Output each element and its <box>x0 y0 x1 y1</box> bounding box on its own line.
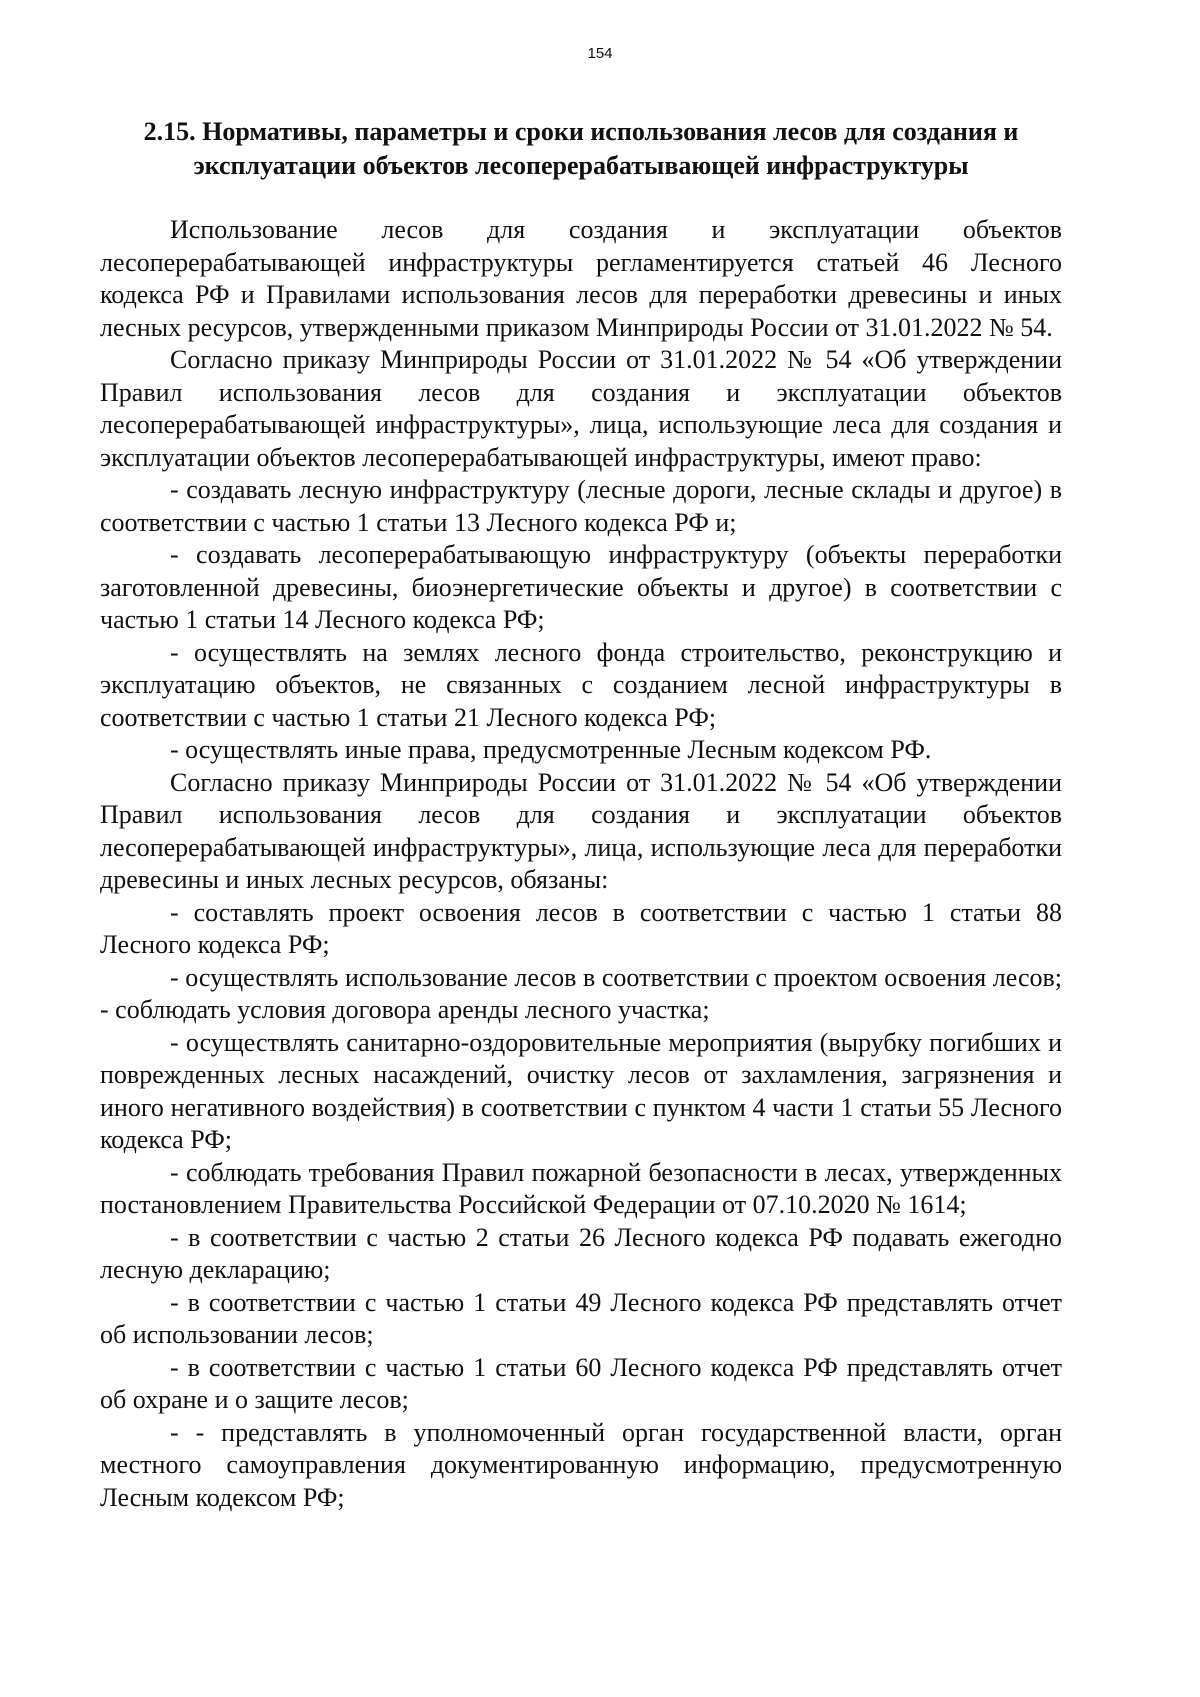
list-item-obligation: - осуществлять использование лесов в соответствии с проектом освоения лесов; - соблюдать условия договора аренды лесного участка; <box>100 962 1062 1024</box>
page-number: 154 <box>587 45 613 62</box>
section-heading: 2.15. Нормативы, параметры и сроки использования лесов для создания и эксплуатации объектов лесоперерабатывающей инфраструктуры <box>143 117 1019 180</box>
paragraph-intro: Использование лесов для создания и эксплуатации объектов лесоперерабатывающей инфраструктуры регламентируется статьей 46 Лесного кодекса РФ и Правилами использования лесов для переработки древесины и иных лесных ресурсов, утвержденными приказом Минприроды России от 31.01.2022 № 54. <box>100 215 1062 342</box>
body-text <box>100 214 1062 1514</box>
list-item-right: - создавать лесоперерабатывающую инфраструктуру (объекты переработки заготовленной древесины, биоэнергетические объекты и другое) в соответствии с частью 1 статьи 14 Лесного кодекса РФ; <box>100 540 1062 634</box>
list-item-obligation: - в соответствии с частью 2 статьи 26 Лесного кодекса РФ подавать ежегодно лесную декларацию; <box>100 1222 1062 1284</box>
list-item-right: - осуществлять иные права, предусмотренные Лесным кодексом РФ. <box>170 735 932 764</box>
list-item-right: - осуществлять на землях лесного фонда строительство, реконструкцию и эксплуатацию объектов, не связанных с созданием лесной инфраструктуры в соответствии с частью 1 статьи 21 Лесного кодекса РФ; <box>100 637 1062 732</box>
paragraph-rights-intro: Согласно приказу Минприроды России от 31.01.2022 № 54 «Об утверждении Правил использования лесов для создания и эксплуатации объектов лесоперерабатывающей инфраструктуры», лица, использующие леса для создания и эксплуатации объектов лесоперерабатывающей инфраструктуры, имеют право: <box>100 345 1062 472</box>
list-item-obligation: - составлять проект освоения лесов в соответствии с частью 1 статьи 88 Лесного кодекса РФ; <box>100 897 1062 959</box>
list-item-obligation: - соблюдать требования Правил пожарной безопасности в лесах, утвержденных постановлением Правительства Российской Федерации от 07.10.2020 № 1614; <box>100 1157 1062 1219</box>
list-item-obligation: - - представлять в уполномоченный орган государственной власти, орган местного самоуправления документированную информацию, предусмотренную Лесным кодексом РФ; <box>100 1417 1062 1512</box>
list-item-obligation: - в соответствии с частью 1 статьи 49 Лесного кодекса РФ представлять отчет об использовании лесов; <box>100 1287 1062 1349</box>
list-item-right: - создавать лесную инфраструктуру (лесные дороги, лесные склады и другое) в соответствии с частью 1 статьи 13 Лесного кодекса РФ и; <box>100 475 1062 537</box>
list-item-obligation: - в соответствии с частью 1 статьи 60 Лесного кодекса РФ представлять отчет об охране и о защите лесов; <box>100 1352 1062 1414</box>
list-item-obligation: - осуществлять санитарно-оздоровительные мероприятия (вырубку погибших и поврежденных лесных насаждений, очистку лесов от захламления, загрязнения и иного негативного воздействия) в соответствии с пунктом 4 части 1 статьи 55 Лесного кодекса РФ; <box>100 1027 1062 1154</box>
paragraph-obligations-intro: Согласно приказу Минприроды России от 31.01.2022 № 54 «Об утверждении Правил использования лесов для создания и эксплуатации объектов лесоперерабатывающей инфраструктуры», лица, использующие леса для переработки древесины и иных лесных ресурсов, обязаны: <box>100 767 1062 894</box>
